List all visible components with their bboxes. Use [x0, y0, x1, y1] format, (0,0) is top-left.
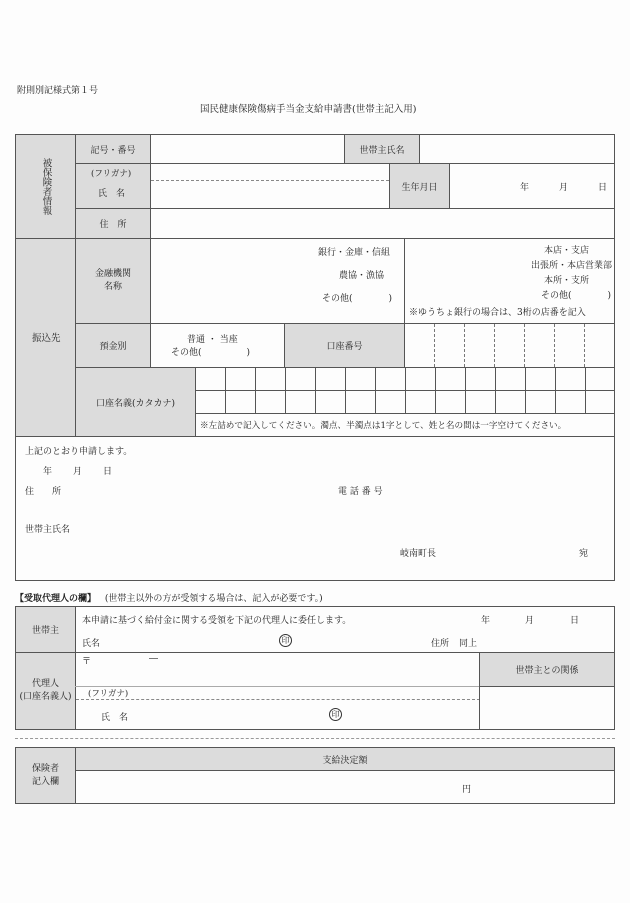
deposit-type-options[interactable]: [151, 324, 284, 367]
insured-section-header: [16, 135, 75, 238]
birth-day: 日: [598, 183, 608, 193]
birth-year: 年: [520, 183, 530, 193]
institution-label: 金融機関 名称: [94, 269, 131, 292]
institution-label-cell: [76, 239, 150, 323]
postal-dash: ―: [149, 654, 158, 664]
birth-month: 月: [559, 183, 569, 193]
insured-section-label: 被保険者情報: [40, 158, 52, 215]
address-label-cell: [76, 209, 150, 238]
amount-label: 支給決定額: [322, 755, 368, 766]
branch-type-3: 本所・支所: [543, 276, 589, 286]
agent-postal-input[interactable]: [76, 653, 479, 686]
branch-input[interactable]: [405, 239, 614, 323]
yucho-note: ※ゆうちょ銀行の場合は、3桁の店番を記入: [409, 308, 586, 318]
name-label-cell: [76, 164, 150, 208]
agent-name-input[interactable]: [76, 687, 479, 729]
branch-type-2: 出張所・本店営業部: [530, 261, 612, 271]
proxy-householder-label: 世帯主: [31, 626, 59, 636]
symbol-number-input[interactable]: [151, 135, 344, 163]
branch-type-1: 本店・支店: [543, 246, 589, 256]
declaration-year: 年: [43, 467, 53, 477]
form-id: 附則別記様式第１号: [17, 86, 99, 96]
declaration-address-label: 住 所: [25, 487, 62, 497]
account-name-label-cell: [76, 368, 195, 436]
account-number-label-cell: [285, 324, 404, 367]
institution-type-1: 銀行・金庫・信組: [317, 248, 390, 258]
insurer-label-cell: [16, 748, 75, 803]
householder-name-input[interactable]: [420, 135, 614, 163]
delegation-text: 本申請に基づく給付金に関する受領を下記の代理人に委任します。: [82, 616, 352, 626]
amount-input[interactable]: [76, 771, 614, 803]
delegation-month: 月: [525, 616, 535, 626]
furigana-label: (フリガナ): [91, 169, 132, 179]
address-label: 住 所: [99, 220, 127, 230]
seal-mark-icon: 印: [279, 634, 292, 647]
birthdate-label: 生年月日: [401, 182, 438, 193]
agent-label-cell: [16, 653, 75, 729]
kana-note: ※左詰めで記入してください。濁点、半濁点は1字として、姓と名の間は一字空けてください。: [200, 421, 567, 431]
addressee-suffix: 宛: [579, 549, 589, 559]
delegator-name-label: 氏名: [82, 639, 101, 649]
birthdate-input[interactable]: [450, 164, 614, 208]
delegation-year: 年: [481, 616, 491, 626]
proxy-heading-title: 【受取代理人の欄】: [15, 594, 97, 604]
postal-mark-icon: 〒: [82, 657, 92, 667]
name-input[interactable]: [151, 181, 388, 208]
relation-input[interactable]: [480, 687, 614, 729]
form-title: 国民健康保険傷病手当金支給申請書(世帯主記入用): [200, 104, 417, 115]
cut-line: [15, 738, 615, 739]
proxy-heading-note: (世帯主以外の方が受領する場合は、記入が必要です。): [104, 594, 323, 604]
declaration-month: 月: [73, 467, 83, 477]
delegator-address-same: 同上: [459, 639, 478, 649]
agent-label-1: 代理人: [31, 679, 59, 689]
account-number-input[interactable]: [405, 324, 614, 367]
address-input[interactable]: [151, 209, 614, 238]
householder-name-label-cell: [345, 135, 419, 163]
insurer-label-1: 保険者: [31, 763, 59, 774]
birthdate-label-cell: [390, 164, 449, 208]
agent-name-label: 氏 名: [101, 713, 129, 723]
furigana-input[interactable]: [151, 164, 388, 180]
householder-name-label: 世帯主氏名: [359, 145, 405, 156]
declaration-householder-label: 世帯主氏名: [25, 525, 71, 535]
transfer-section-label: 振込先: [32, 333, 61, 344]
agent-label-2: (口座名義人): [19, 692, 72, 702]
account-name-label: 口座名義(カタカナ): [95, 398, 176, 409]
deposit-type-label-cell: [76, 324, 150, 367]
delegator-address-label: 住所: [431, 639, 450, 649]
institution-type-3: その他( ): [321, 294, 392, 304]
declaration-phone-label: 電 話 番 号: [338, 487, 383, 497]
proxy-heading: [15, 591, 323, 604]
declaration-statement: 上記のとおり申請します。: [25, 447, 133, 457]
symbol-number-label-cell: [76, 135, 150, 163]
institution-type-2: 農協・漁協: [338, 271, 384, 281]
insurer-label-2: 記入欄: [31, 776, 59, 787]
deposit-type-label: 預金別: [99, 342, 127, 352]
delegation-area[interactable]: [76, 607, 614, 652]
delegation-day: 日: [570, 616, 580, 626]
symbol-number-label: 記号・番号: [90, 145, 136, 156]
proxy-householder-label-cell: [16, 607, 75, 652]
currency-label: 円: [462, 785, 472, 795]
branch-type-4: その他( ): [540, 291, 611, 301]
declaration-day: 日: [103, 467, 113, 477]
transfer-section-header: [16, 239, 75, 436]
institution-input[interactable]: [151, 239, 404, 323]
relation-label: 世帯主との関係: [515, 666, 579, 676]
amount-label-cell: [76, 748, 614, 770]
account-number-label: 口座番号: [326, 342, 363, 352]
deposit-types-line2: その他( ): [171, 348, 251, 358]
agent-furigana-label: (フリガナ): [88, 689, 129, 699]
deposit-types-line1: 普通 ・ 当座: [187, 335, 238, 345]
relation-label-cell: [480, 653, 614, 686]
name-label: 氏 名: [98, 189, 126, 199]
agent-seal-mark-icon: 印: [329, 708, 342, 721]
mayor-label: 岐南町長: [400, 549, 437, 559]
declaration-box: [15, 436, 615, 581]
